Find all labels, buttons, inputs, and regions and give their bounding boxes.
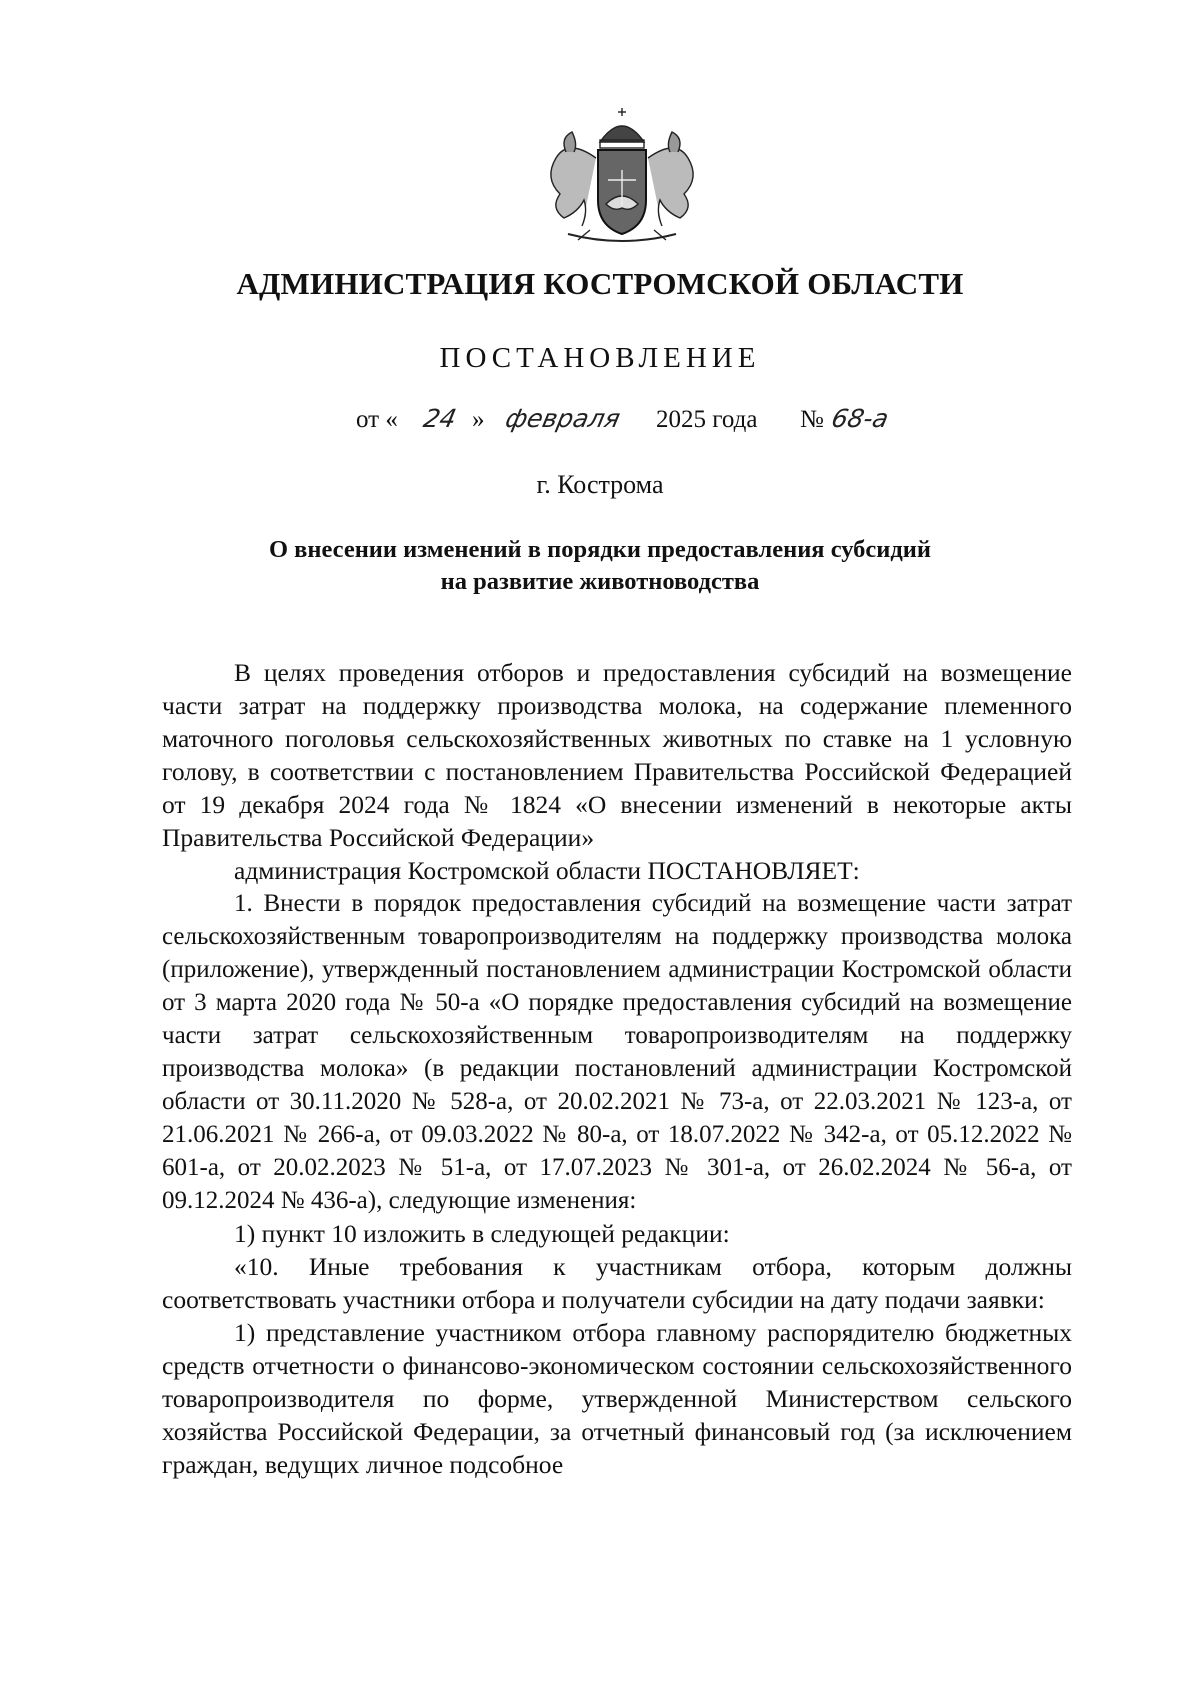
date-line	[356, 406, 1056, 446]
title-line-2: на развитие животноводства	[440, 568, 760, 595]
paragraph: В целях проведения отборов и предоставления субсидий на возмещение части затрат на поддержку производства молока, на содержание племенного маточного поголовья сельскохозяйственных животных по ставке на 1 условную голову, в соответствии с постановлением Правительства Российской Федерацией от 19 декабря 2024 года № 1824 «О внесении изменений в некоторые акты Правительства Российской Федерации»	[162, 658, 1072, 852]
date-prefix: от «	[356, 406, 398, 433]
date-year: 2025 года	[656, 406, 758, 433]
paragraph: 1) пункт 10 изложить в следующей редакции:	[234, 1219, 730, 1248]
paragraph: 1. Внести в порядок предоставления субсидий на возмещение части затрат сельскохозяйственным товаропроизводителям на поддержку производства молока (приложение), утвержденный постановлением администрации Костромской области от 3 марта 2020 года № 50-а «О порядке предоставления субсидий на возмещение части затрат сельскохозяйственным товаропроизводителям на поддержку производства молока» (в редакции постановлений администрации Костромской области от 30.11.2020 № 528-а, от 20.02.2021 № 73-а, от 22.03.2021 № 123-а, от 21.06.2021 № 266-а, от 09.03.2022 № 80-а, от 18.07.2022 № 342-а, от 05.12.2022 № 601-а, от 20.02.2023 № 51-а, от 17.07.2023 № 301-а, от 26.02.2024 № 56-а, от 09.12.2024 № 436-а), следующие изменения:	[162, 890, 1072, 1214]
date-quote-close: »	[472, 406, 485, 433]
handwritten-number: 68-а	[828, 404, 892, 433]
document-title	[0, 534, 1200, 598]
number-sign: №	[800, 406, 824, 433]
handwritten-day: 24	[420, 404, 459, 433]
paragraph: 1) представление участником отбора главному распорядителю бюджетных средств отчетности о финансово-экономическом состоянии сельскохозяйственного товаропроизводителя по форме, утвержденной Министерством сельского хозяйства Российской Федерации, за отчетный финансовый год (за исключением граждан, ведущих личное подсобное	[162, 1318, 1072, 1479]
paragraph: администрация Костромской области ПОСТАНОВЛЯЕТ:	[234, 856, 860, 885]
coat-of-arms-icon	[538, 108, 706, 250]
title-line-1: О внесении изменений в порядки предоставления субсидий	[268, 536, 932, 563]
paragraph: «10. Иные требования к участникам отбора, которым должны соответствовать участники отбора и получатели субсидии на дату подачи заявки:	[162, 1252, 1072, 1314]
document-body	[162, 656, 1072, 1481]
document-type: ПОСТАНОВЛЕНИЕ	[439, 342, 761, 374]
handwritten-month: февраля	[502, 404, 623, 433]
city: г. Кострома	[536, 470, 664, 499]
organization-name: АДМИНИСТРАЦИЯ КОСТРОМСКОЙ ОБЛАСТИ	[236, 266, 964, 301]
